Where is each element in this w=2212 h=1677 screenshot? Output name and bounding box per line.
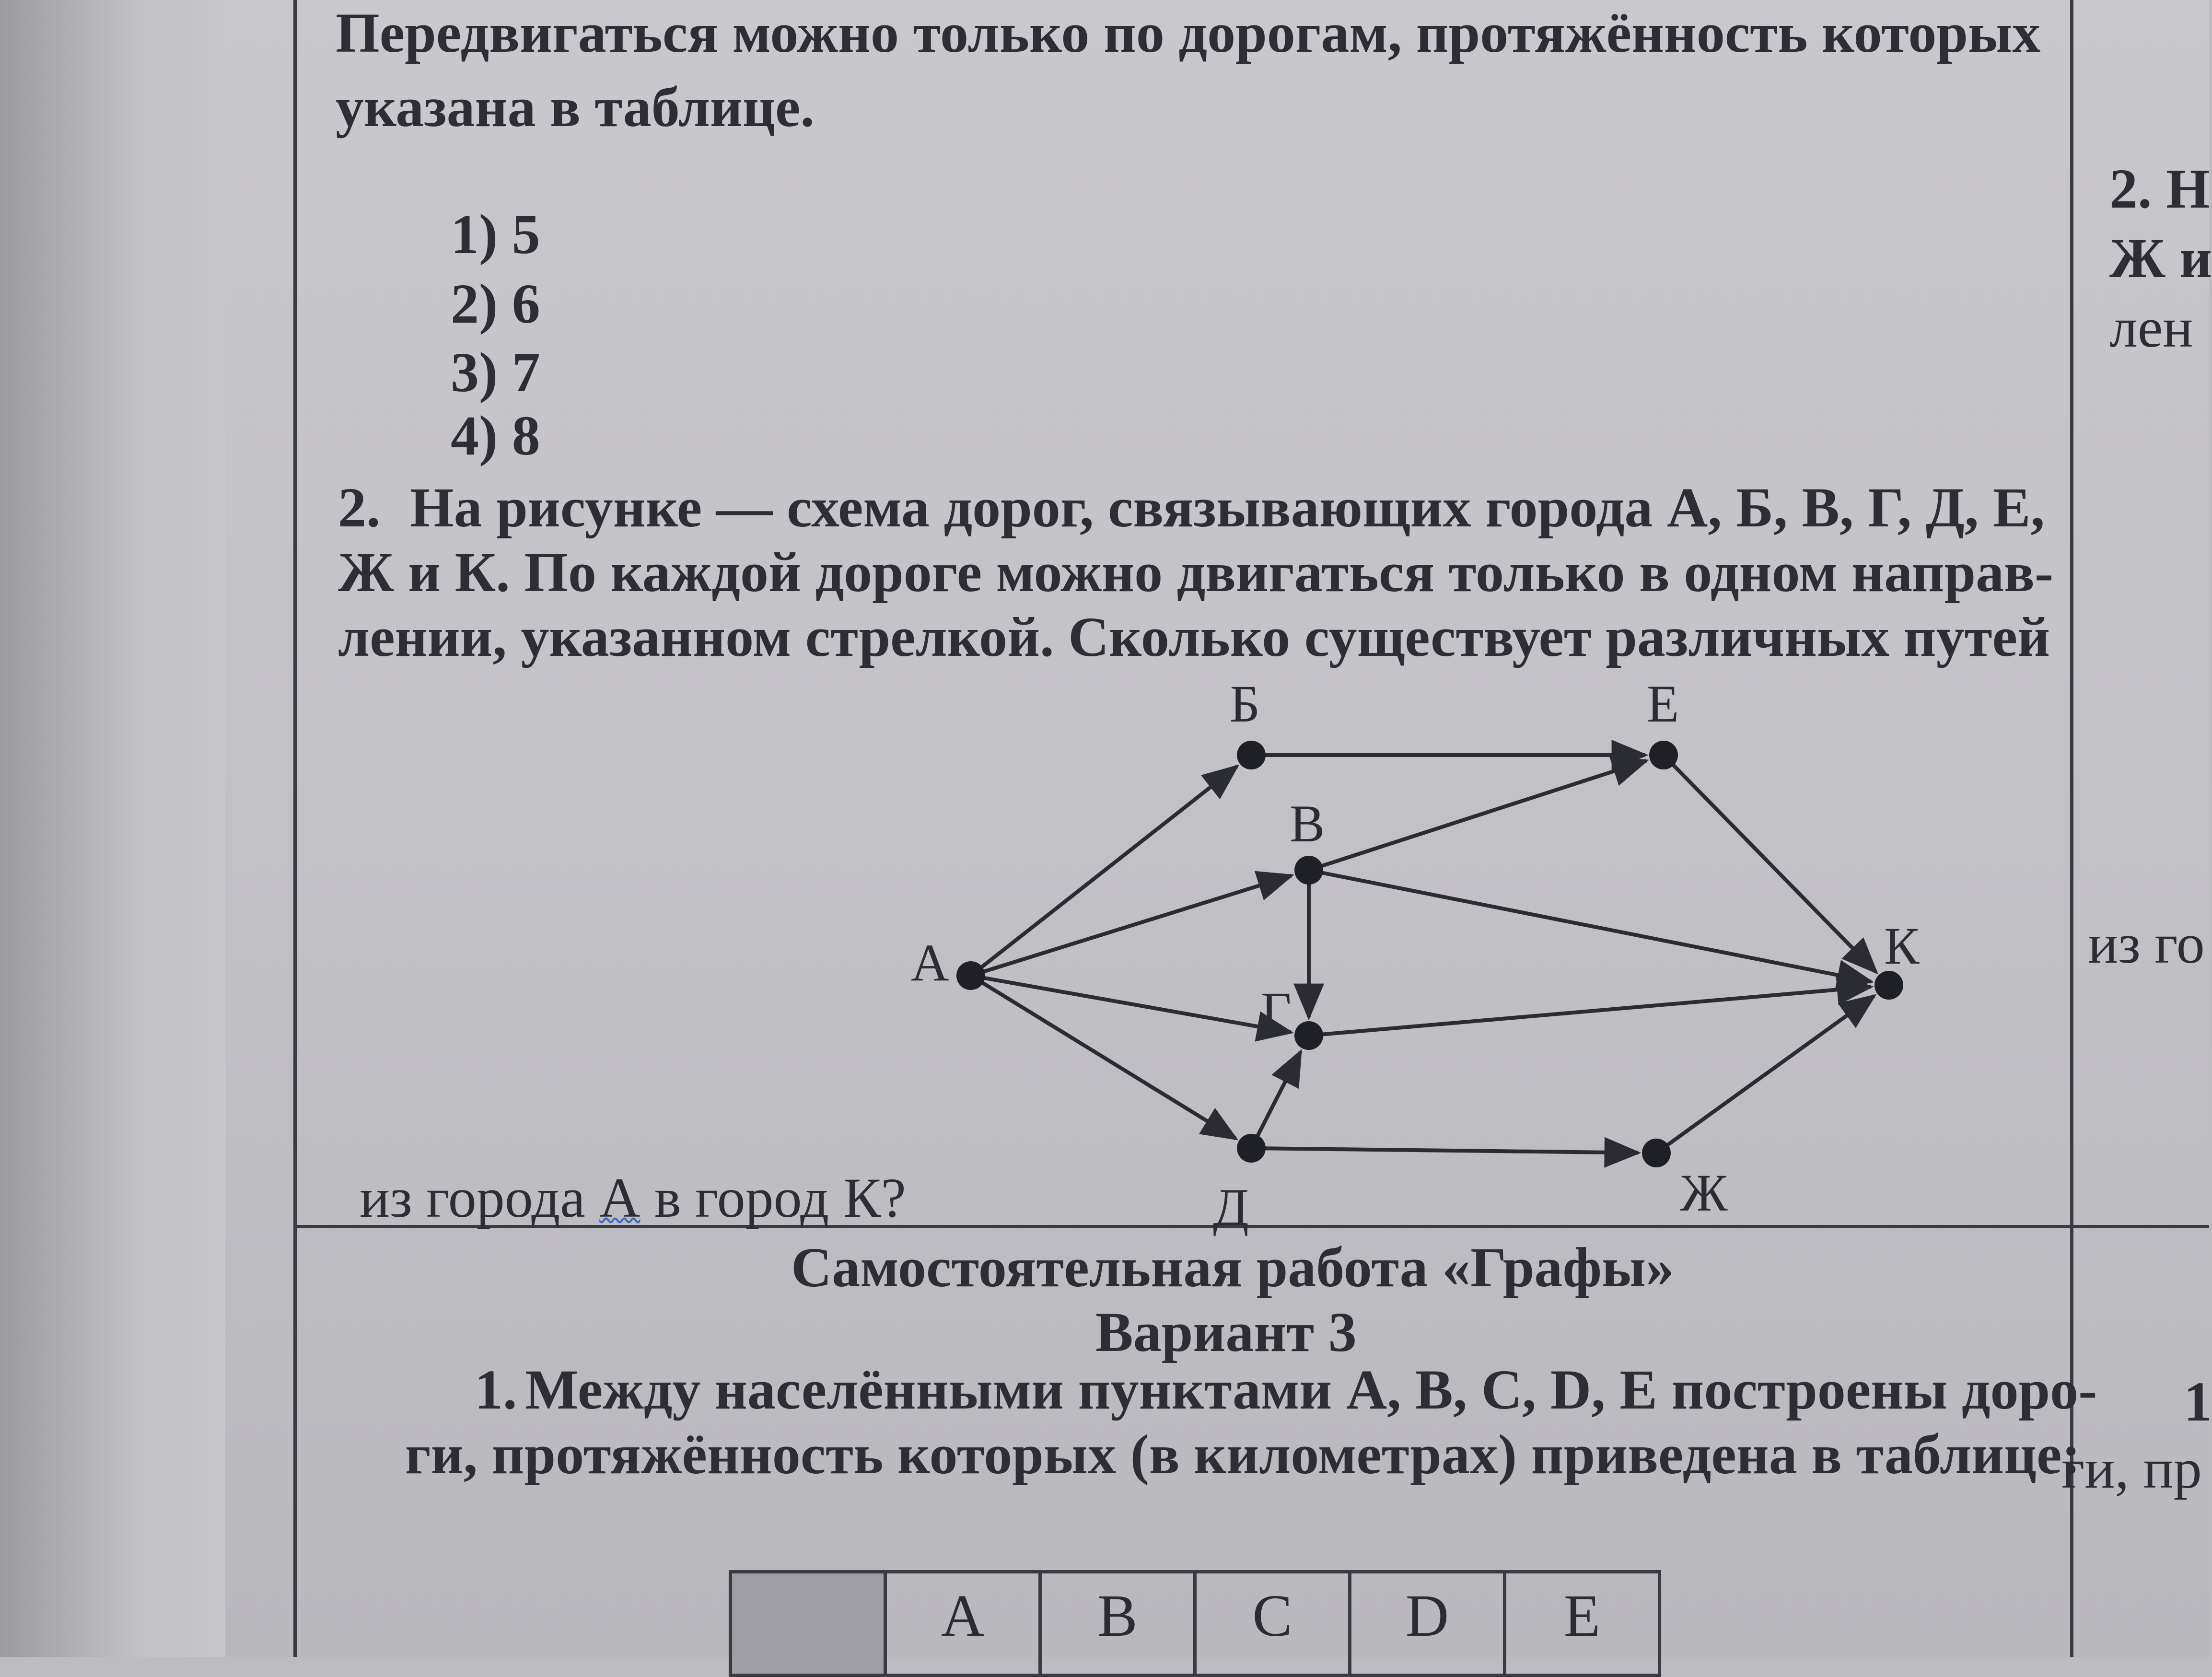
table-header-row — [731, 1572, 1660, 1676]
edge-d-g — [1251, 1052, 1301, 1148]
option-3: 3) 7 — [451, 341, 540, 404]
node-a — [956, 961, 985, 990]
section-variant: Вариант 3 — [1095, 1301, 1357, 1363]
edge-v-k — [1309, 870, 1871, 982]
node-k — [1874, 971, 1903, 1000]
graph-nodes — [911, 675, 1920, 1236]
option-2: 2) 6 — [451, 272, 540, 335]
node-label-zh: Ж — [1680, 1164, 1728, 1222]
right-col-t2: Ж и — [2109, 227, 2212, 290]
edge-g-k — [1309, 987, 1871, 1036]
edge-d-zh — [1251, 1148, 1638, 1153]
right-col-t4: из го — [2088, 912, 2205, 975]
node-label-v: В — [1290, 794, 1325, 853]
task2-line2: Ж и К. По каждой дороге можно двигаться только в одном направ- — [338, 541, 2054, 604]
task1-line1: Между населёнными пунктами A, B, C, D, E построены доро- — [525, 1358, 2097, 1421]
edge-v-e — [1309, 761, 1646, 870]
task2-line1: На рисунке — схема дорог, связывающих города А, Б, В, Г, Д, Е, — [410, 476, 2045, 539]
question-suffix: в город К? — [640, 1166, 906, 1229]
node-v — [1294, 856, 1323, 885]
node-g — [1294, 1021, 1323, 1050]
node-label-e: Е — [1647, 675, 1679, 733]
table-header-e: E — [1505, 1572, 1660, 1676]
section-title: Самостоятельная работа «Графы» — [791, 1236, 1675, 1299]
edge-a-v — [971, 875, 1292, 976]
node-d — [1237, 1134, 1266, 1163]
option-1: 1) 5 — [451, 203, 540, 266]
top-text-line2: указана в таблице. — [336, 76, 815, 139]
right-col-t1: 2. Н — [2109, 157, 2210, 220]
table-header-a: A — [885, 1572, 1040, 1676]
table-header-b: B — [1040, 1572, 1195, 1676]
node-label-g: Г — [1261, 981, 1292, 1040]
task1-number: 1. — [475, 1358, 517, 1421]
right-col-t5: 1 — [2184, 1370, 2212, 1433]
edge-zh-k — [1656, 996, 1874, 1153]
node-label-b: Б — [1230, 675, 1260, 733]
node-label-d: Д — [1213, 1178, 1249, 1236]
distance-table — [729, 1570, 1661, 1677]
option-4: 4) 8 — [451, 404, 540, 467]
node-label-a: А — [911, 933, 949, 992]
top-text-line1: Передвигаться можно только по дорогам, протяжённость которых — [336, 1, 2041, 64]
task2-question-ending — [360, 1166, 906, 1229]
task2-number: 2. — [338, 476, 381, 539]
task2-line3: лении, указанном стрелкой. Сколько существует различных путей — [338, 606, 2050, 668]
node-label-k: К — [1884, 917, 1920, 975]
node-zh — [1642, 1139, 1671, 1167]
edge-a-b — [971, 766, 1237, 976]
table-header-c: C — [1195, 1572, 1350, 1676]
question-prefix: из города — [360, 1166, 600, 1229]
node-b — [1237, 741, 1266, 769]
right-col-t6: ги, пр — [2061, 1437, 2202, 1500]
right-col-t3: лен — [2109, 296, 2193, 359]
task1-line2: ги, протяжённость которых (в километрах) приведена в таблице: — [405, 1423, 2081, 1486]
question-city-a: А — [599, 1166, 640, 1229]
graph-edges — [971, 755, 1876, 1153]
node-e — [1649, 741, 1678, 769]
table-header-d: D — [1350, 1572, 1505, 1676]
table-corner-cell — [731, 1572, 885, 1676]
edge-e-k — [1664, 755, 1876, 972]
